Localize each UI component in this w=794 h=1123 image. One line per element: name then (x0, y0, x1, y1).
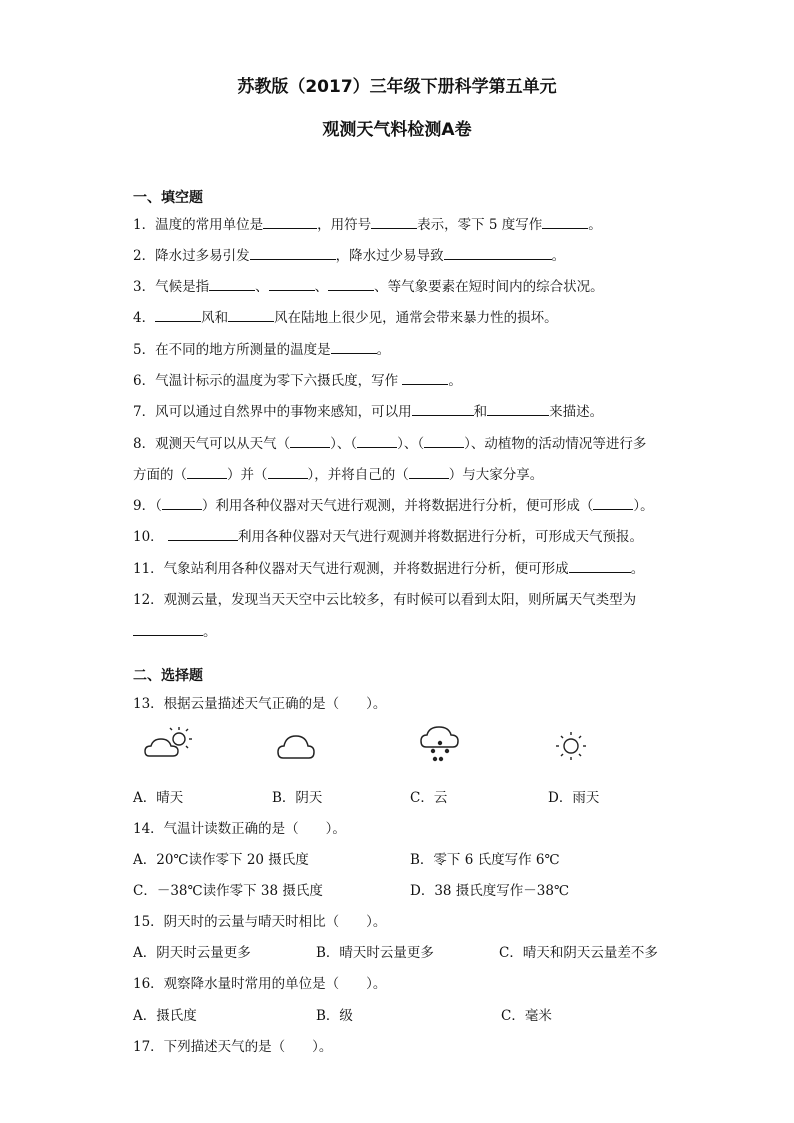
q15-option-b[interactable]: B．晴天时云量更多 (316, 945, 434, 961)
question-16: 16．观察降水量时常用的单位是（ ）。 (133, 976, 387, 992)
question-5: 5．在不同的地方所测量的温度是 。 (133, 342, 391, 358)
q15-option-c[interactable]: C．晴天和阴天云量差不多 (499, 945, 658, 961)
question-7: 7．风可以通过自然界中的事物来感知，可以用 和 来描述。 (133, 404, 604, 420)
q16-option-a[interactable]: A．摄氏度 (133, 1008, 197, 1024)
q14-option-a[interactable]: A．20℃读作零下 20 摄氏度 (133, 852, 309, 868)
doc-subtitle: 观测天气料检测A卷 (322, 120, 472, 140)
question-4: 4． 风和 风在陆地上很少见，通常会带来暴力性的损坏。 (133, 310, 558, 326)
q16-option-c[interactable]: C．毫米 (501, 1008, 552, 1024)
sun-icon (552, 730, 590, 762)
question-15: 15．阴天时的云量与晴天时相比（ ）。 (133, 914, 387, 930)
question-8-cont: 方面的（ ）并（ ），并将自己的（ ）与大家分享。 (133, 467, 544, 483)
question-13: 13．根据云量描述天气正确的是（ ）。 (133, 696, 387, 712)
doc-title: 苏教版（2017）三年级下册科学第五单元 (237, 77, 557, 97)
question-11: 11．气象站利用各种仪器对天气进行观测，并将数据进行分析，便可形成 。 (133, 561, 645, 577)
q15-option-a[interactable]: A．阴天时云量更多 (133, 945, 251, 961)
q13-option-c[interactable]: C．云 (410, 790, 448, 806)
q13-option-d[interactable]: D．雨天 (548, 790, 600, 806)
question-12-cont: 。 (133, 620, 217, 640)
question-10: 10． 利用各种仪器对天气进行观测并将数据进行分析，可形成天气预报。 (133, 529, 643, 545)
question-1: 1．温度的常用单位是 ，用符号 表示，零下 5 度写作 。 (133, 217, 602, 233)
q14-option-c[interactable]: C．－38℃读作零下 38 摄氏度 (133, 883, 323, 899)
question-3: 3．气候是指 、 、 、等气象要素在短时间内的综合状况。 (133, 279, 604, 295)
question-9: 9．（ ）利用各种仪器对天气进行观测，并将数据进行分析，便可形成（ ）。 (133, 498, 654, 514)
q14-option-b[interactable]: B．零下 6 氏度写作 6℃ (410, 852, 560, 868)
rain-cloud-icon (419, 725, 463, 765)
q13-option-b[interactable]: B．阴天 (272, 790, 323, 806)
q13-option-a[interactable]: A．晴天 (133, 790, 184, 806)
partly-cloudy-icon (143, 725, 195, 761)
section-fill-blank: 一、填空题 (133, 190, 203, 206)
question-17: 17．下列描述天气的是（ ）。 (133, 1039, 333, 1055)
q16-option-b[interactable]: B．级 (316, 1008, 353, 1024)
question-14: 14．气温计读数正确的是（ ）。 (133, 821, 346, 837)
q14-option-d[interactable]: D．38 摄氏度写作－38℃ (410, 883, 570, 899)
question-8: 8．观测天气可以从天气（ ）、（ ）、（ ）、动植物的活动情况等进行多 (133, 436, 647, 452)
cloud-icon (276, 730, 316, 762)
question-12: 12．观测云量，发现当天天空中云比较多，有时候可以看到太阳，则所属天气类型为 (133, 592, 637, 608)
section-choice: 二、选择题 (133, 668, 203, 684)
question-6: 6．气温计标示的温度为零下六摄氏度，写作 。 (133, 373, 462, 389)
question-2: 2．降水过多易引发 ，降水过少易导致 。 (133, 248, 566, 264)
